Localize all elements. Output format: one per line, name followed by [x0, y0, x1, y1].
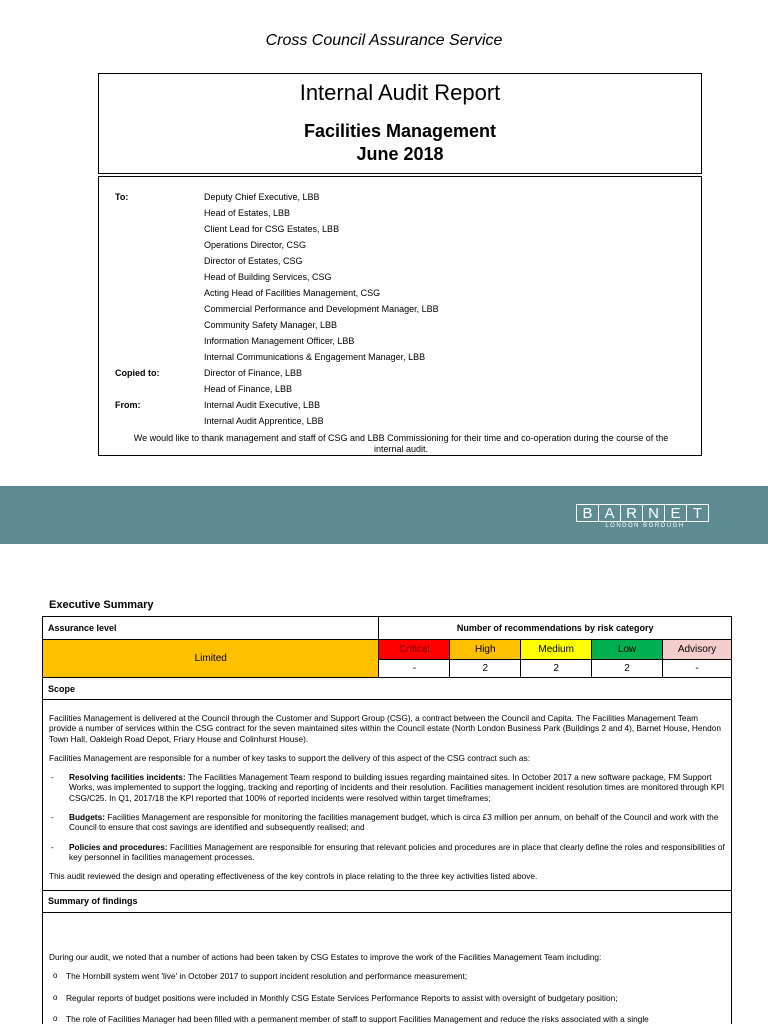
scope-bullet: [49, 812, 725, 833]
barnet-logo: [576, 504, 714, 529]
findings-paragraph: During our audit, we noted that a number of actions had been taken by CSG Estates to improve the work of the Facilities Management Team including:: [49, 951, 602, 962]
page-header-band: [0, 486, 768, 544]
recipient: Commercial Performance and Development Manager, LBB: [204, 304, 439, 314]
service-title: Cross Council Assurance Service: [265, 32, 503, 49]
executive-summary-page: [0, 544, 768, 1024]
recipient: Client Lead for CSG Estates, LBB: [204, 224, 340, 234]
risk-advisory: Advisory: [663, 640, 732, 660]
recipient: Community Safety Manager, LBB: [204, 320, 338, 330]
risk-critical: Critical: [379, 640, 450, 660]
risk-high: High: [450, 640, 521, 660]
scope-label: Scope: [43, 678, 732, 700]
distribution-row: [99, 416, 703, 432]
bullet-text: The Hornbill system went 'live' in October 2017 to support incident resolution and performance measurement;: [66, 971, 468, 982]
dash-bullet: -: [51, 772, 54, 783]
from-label: From:: [115, 400, 141, 410]
dash-bullet: -: [51, 841, 54, 852]
distribution-row: [99, 304, 703, 320]
findings-bullet: [49, 1014, 725, 1024]
bullet-text: The Facilities Management Team respond to building issues regarding maintained sites. In October 2017 a new software package, FM Support Works, was implemented to support the logging, tracking and reporting of incidents and their resolution. Facilities management incident resolution times are monitored through KPI CSG/C25. In Q1, 2017/18 the KPI reported that 100% of reported incidents were resolved within target timeframes;: [69, 772, 725, 803]
bullet-text: Facilities Management are responsible for ensuring that relevant policies and procedures are in place that clearly define the roles and responsibilities of key personnel in facilities management processes.: [69, 841, 725, 862]
distribution-list: [98, 176, 702, 456]
logo-subtitle: LONDON BOROUGH: [605, 523, 685, 529]
recipient: Deputy Chief Executive, LBB: [204, 192, 320, 202]
recipient: Head of Building Services, CSG: [204, 272, 332, 282]
executive-summary-heading: Executive Summary: [49, 599, 154, 611]
logo-letter: A: [598, 504, 621, 522]
risk-category-row: [43, 640, 732, 660]
bullet-text: Facilities Management are responsible for monitoring the facilities management budget, which is circa £3 million per annum, on behalf of the Council and work with the Council to ensure that cost savings are identified and subsequently realised; and: [69, 812, 719, 833]
findings-body-row: [43, 912, 732, 1024]
findings-body: [43, 912, 732, 1024]
distribution-row: [99, 288, 703, 304]
circle-bullet-icon: o: [53, 1013, 58, 1023]
findings-label: Summary of findings: [43, 890, 732, 912]
logo-letter: B: [576, 504, 599, 522]
distribution-row: [99, 368, 703, 384]
distribution-row: [99, 208, 703, 224]
scope-body: [43, 700, 732, 891]
count-high: 2: [450, 660, 521, 678]
scope-paragraph: Facilities Management is delivered at the Council through the Customer and Support Group (CSG), a contract between the Council and Capita. The Facilities Management Team provide a number of services within the CSG contract for the seven maintained sites within the Council estate (North London Business Park (Buildings 2 and 4), Barnet House, Hendon Town Hall, Oakleigh Road Depot, Friary House and Colinhurst House).: [49, 713, 721, 744]
recipient: Acting Head of Facilities Management, CSG: [204, 288, 381, 298]
distribution-row: [99, 240, 703, 256]
distribution-row: [99, 256, 703, 272]
count-critical: -: [379, 660, 450, 678]
summary-header-row: [43, 617, 732, 640]
logo-letters: [576, 504, 714, 522]
count-low: 2: [592, 660, 663, 678]
copied-recipient: Head of Finance, LBB: [204, 384, 293, 394]
logo-letter: E: [664, 504, 687, 522]
logo-letter: N: [642, 504, 665, 522]
sender: Internal Audit Apprentice, LBB: [204, 416, 324, 426]
title-box: [98, 73, 702, 174]
count-medium: 2: [521, 660, 592, 678]
recipient: Operations Director, CSG: [204, 240, 307, 250]
recipient: Information Management Officer, LBB: [204, 336, 355, 346]
distribution-row: [99, 224, 703, 240]
bullet-text: The role of Facilities Manager had been filled with a permanent member of staff to support Facilities Management and reduce the risks associated with a single: [66, 1013, 649, 1024]
distribution-row: [99, 400, 703, 416]
recommendations-label: Number of recommendations by risk category: [379, 617, 732, 640]
assurance-level-label: Assurance level: [43, 617, 379, 640]
bullet-title: Policies and procedures:: [69, 841, 168, 852]
scope-bullet: [49, 842, 725, 863]
report-title: Internal Audit Report: [299, 80, 501, 105]
bullet-title: Resolving facilities incidents:: [69, 772, 186, 783]
thanks-note: We would like to thank management and staff of CSG and LBB Commissioning for their time and co-operation during the course of the internal audit.: [133, 433, 669, 454]
report-date: June 2018: [356, 144, 444, 164]
report-cover-page: [0, 0, 768, 478]
bullet-title: Budgets:: [69, 812, 105, 823]
report-subject: Facilities Management: [303, 121, 497, 141]
circle-bullet-icon: o: [53, 992, 58, 1002]
page-gap: [0, 478, 768, 486]
distribution-row: [99, 272, 703, 288]
copied-recipient: Director of Finance, LBB: [204, 368, 303, 378]
distribution-row: [99, 352, 703, 368]
to-label: To:: [115, 192, 129, 202]
distribution-row: [99, 336, 703, 352]
dash-bullet: -: [51, 812, 54, 823]
findings-bullet: [49, 993, 725, 1003]
scope-header-row: [43, 678, 732, 700]
executive-summary-table: [42, 616, 732, 1024]
logo-letter: T: [686, 504, 709, 522]
findings-header-row: [43, 890, 732, 912]
scope-body-row: [43, 700, 732, 891]
assurance-level-value: Limited: [43, 640, 379, 678]
scope-paragraph: Facilities Management are responsible for a number of key tasks to support the delivery of this aspect of the CSG contract such as:: [49, 752, 530, 763]
distribution-row: [99, 192, 703, 208]
distribution-row: [99, 384, 703, 400]
recipient: Internal Communications & Engagement Manager, LBB: [204, 352, 426, 362]
sender: Internal Audit Executive, LBB: [204, 400, 321, 410]
distribution-row: [99, 320, 703, 336]
copied-to-label: Copied to:: [115, 368, 160, 378]
circle-bullet-icon: o: [53, 971, 58, 981]
scope-paragraph: This audit reviewed the design and operating effectiveness of the key controls in place relating to the three key activities listed above.: [49, 871, 538, 882]
logo-letter: R: [620, 504, 643, 522]
risk-low: Low: [592, 640, 663, 660]
bullet-text: Regular reports of budget positions were included in Monthly CSG Estate Services Performance Reports to assist with oversight of budgetary position;: [66, 992, 618, 1003]
scope-bullet: [49, 772, 725, 803]
risk-medium: Medium: [521, 640, 592, 660]
count-advisory: -: [663, 660, 732, 678]
findings-bullet: [49, 971, 725, 981]
recipient: Director of Estates, CSG: [204, 256, 303, 266]
recipient: Head of Estates, LBB: [204, 208, 291, 218]
